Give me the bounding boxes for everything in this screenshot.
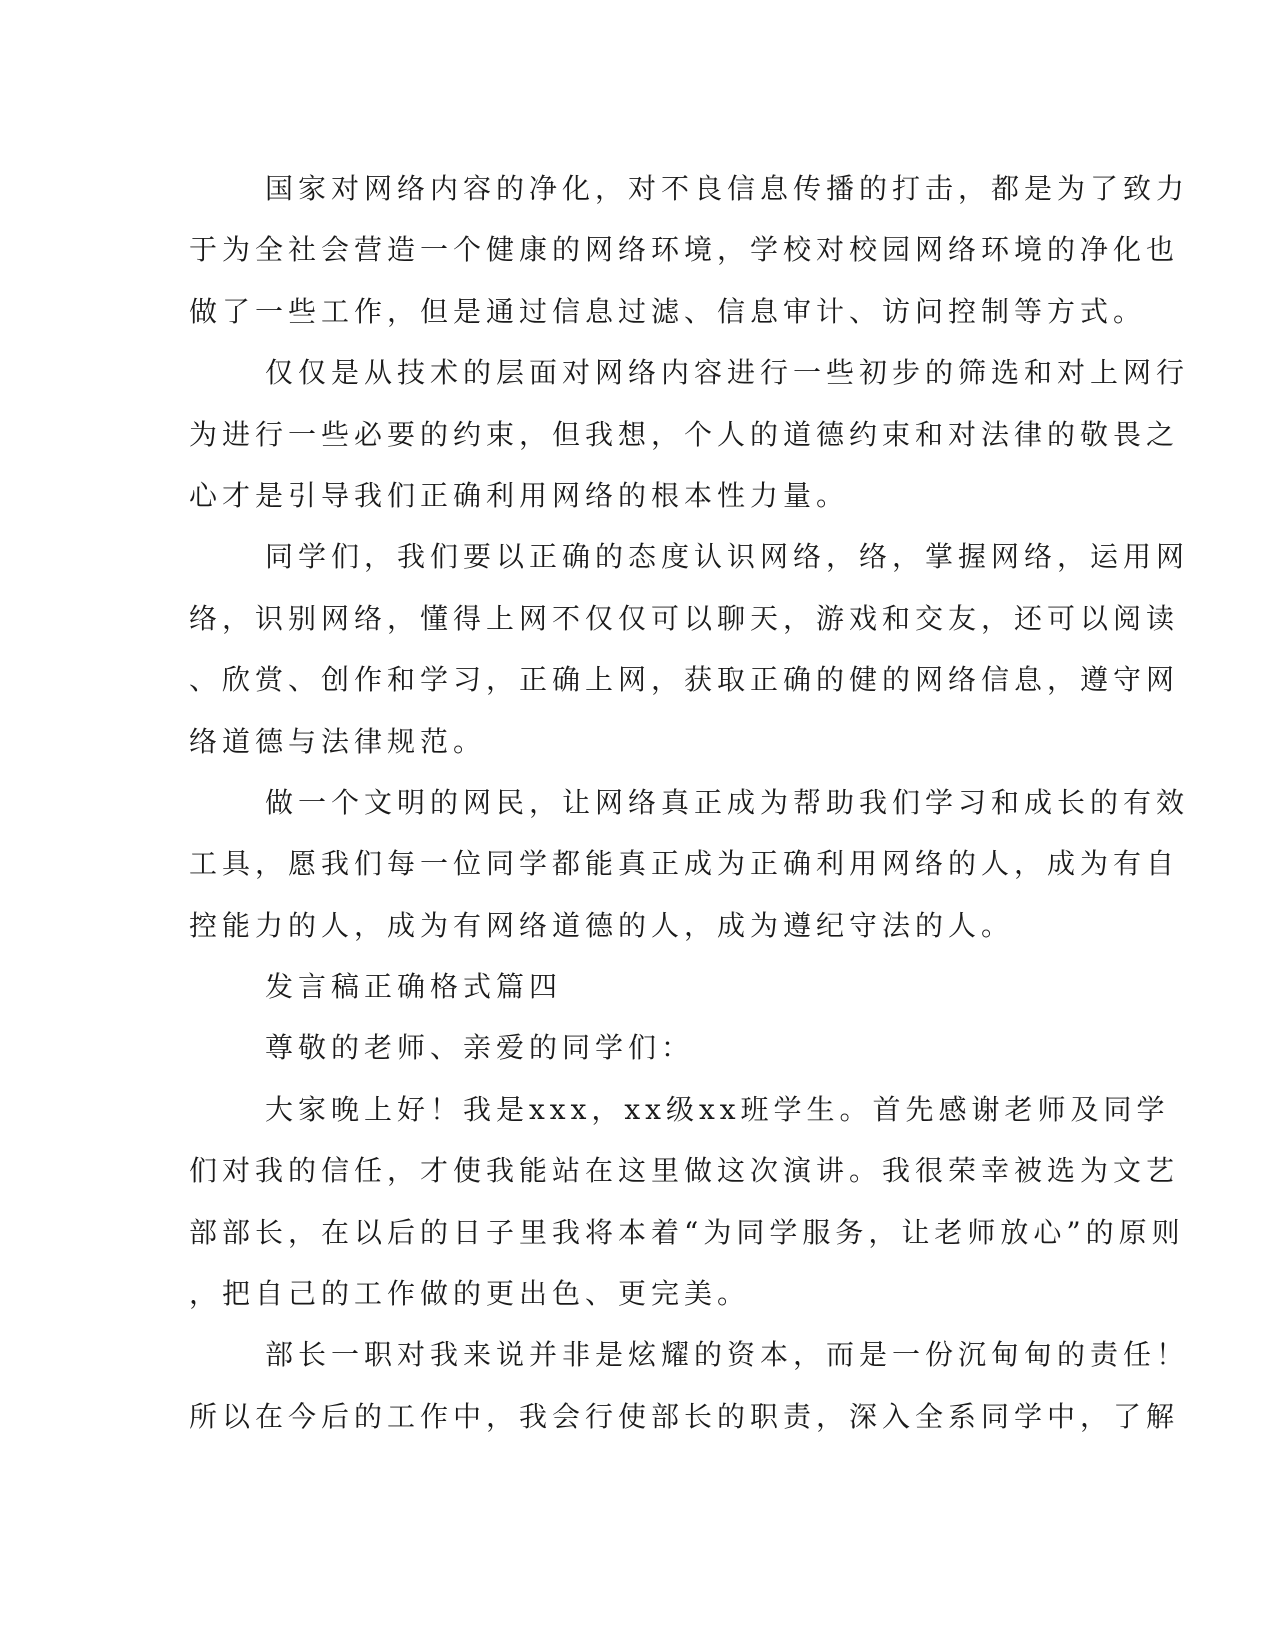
text-line: 同学们，我们要以正确的态度认识网络，络，掌握网络，运用网 — [265, 540, 1190, 574]
text-line: 部部长，在以后的日子里我将本着“为同学服务，让老师放心”的原则 — [189, 1215, 1185, 1249]
document-body — [189, 158, 1190, 1447]
text-line: 做了一些工作，但是通过信息过滤、信息审计、访问控制等方式。 — [189, 294, 1147, 328]
text-line: 、欣赏、创作和学习，正确上网，获取正确的健的网络信息，遵守网 — [189, 663, 1180, 697]
text-line: 大家晚上好！我是xxx，xx级xx班学生。首先感谢老师及同学 — [265, 1092, 1170, 1126]
text-line: 尊敬的老师、亲爱的同学们： — [265, 1031, 695, 1065]
text-line: 所以在今后的工作中，我会行使部长的职责，深入全系同学中，了解 — [189, 1399, 1180, 1433]
text-line: 部长一职对我来说并非是炫耀的资本，而是一份沉甸甸的责任！ — [265, 1338, 1190, 1372]
text-line: 做一个文明的网民，让网络真正成为帮助我们学习和成长的有效 — [265, 785, 1190, 819]
text-line: 心才是引导我们正确利用网络的根本性力量。 — [189, 478, 850, 512]
text-line: 为进行一些必要的约束，但我想，个人的道德约束和对法律的敬畏之 — [189, 417, 1180, 451]
text-line: 于为全社会营造一个健康的网络环境，学校对校园网络环境的净化也 — [189, 233, 1180, 267]
text-line: 络道德与法律规范。 — [189, 724, 487, 758]
text-line: 们对我的信任，才使我能站在这里做这次演讲。我很荣幸被选为文艺 — [189, 1154, 1180, 1188]
text-line: 发言稿正确格式篇四 — [265, 970, 563, 1004]
text-line: 控能力的人，成为有网络道德的人，成为遵纪守法的人。 — [189, 908, 1015, 942]
text-line: 工具，愿我们每一位同学都能真正成为正确利用网络的人，成为有自 — [189, 847, 1180, 881]
text-line: 络，识别网络，懂得上网不仅仅可以聊天，游戏和交友，还可以阅读 — [189, 601, 1180, 635]
text-line: ，把自己的工作做的更出色、更完美。 — [189, 1277, 751, 1311]
text-line: 国家对网络内容的净化，对不良信息传播的打击，都是为了致力 — [265, 172, 1190, 205]
text-line: 仅仅是从技术的层面对网络内容进行一些初步的筛选和对上网行 — [265, 356, 1190, 390]
